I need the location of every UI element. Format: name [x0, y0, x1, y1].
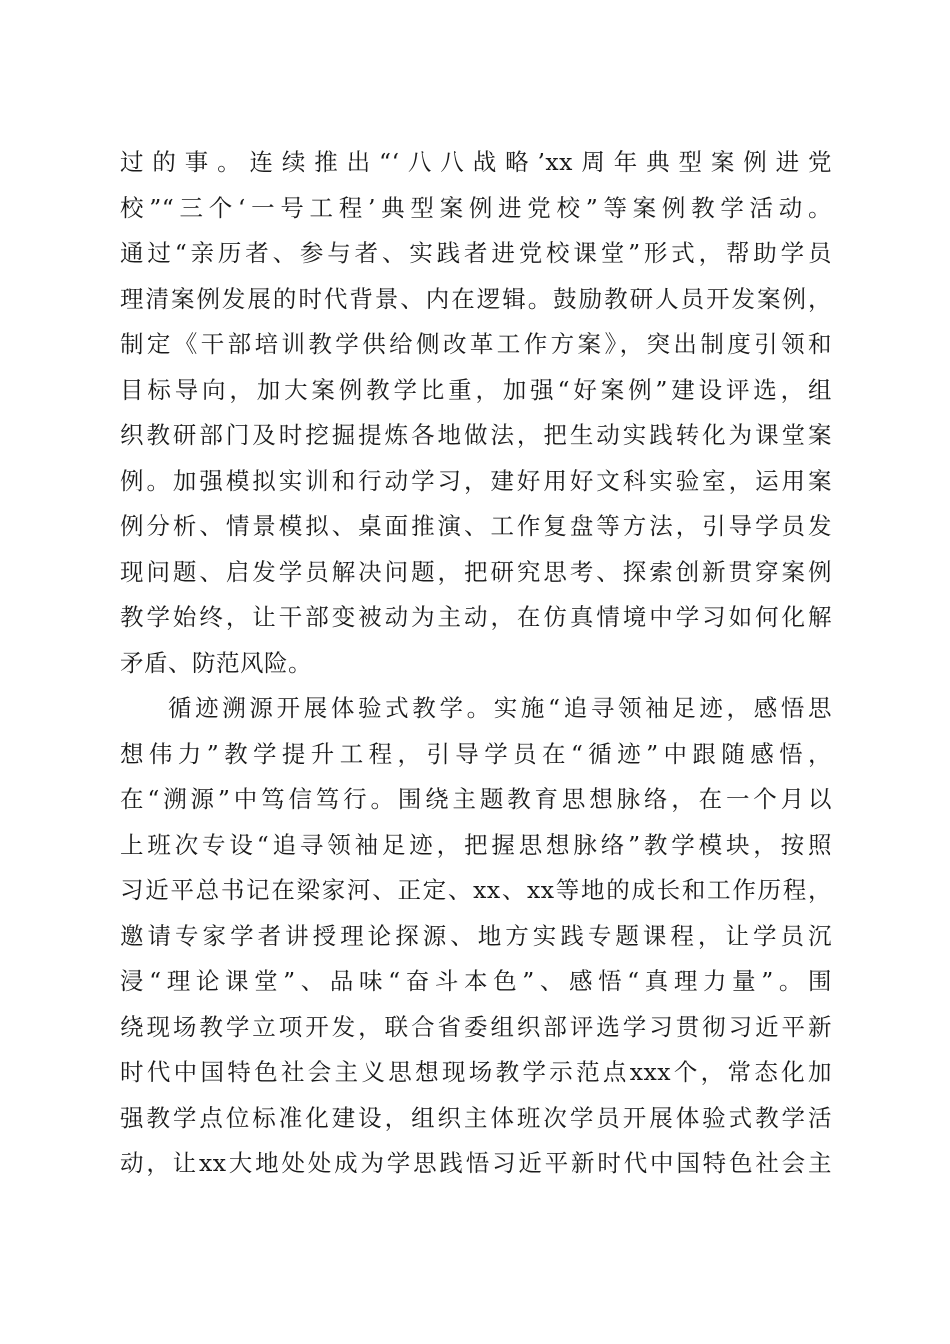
text-line: 习近平总书记在梁家河、正定、xx、xx等地的成长和工作历程， — [120, 876, 832, 904]
text-line: 通过“亲历者、参与者、实践者进党校课堂”形式，帮助学员 — [120, 239, 832, 267]
text-line: 例分析、情景模拟、桌面推演、工作复盘等方法，引导学员发 — [120, 512, 832, 540]
text-line: 强教学点位标准化建设，组织主体班次学员开展体验式教学活 — [120, 1103, 832, 1132]
paragraph-heading-line: 循迹溯源开展体验式教学。实施“追寻领袖足迹，感悟思 — [168, 694, 832, 722]
text-line: 校”“三个‘一号工程’典型案例进党校”等案例教学活动。 — [120, 193, 832, 222]
text-line: 动，让xx大地处处成为学思践悟习近平新时代中国特色社会主 — [120, 1149, 832, 1177]
text-line: 例。加强模拟实训和行动学习，建好用好文科实验室，运用案 — [120, 466, 832, 495]
text-line: 在“溯源”中笃信笃行。围绕主题教育思想脉络，在一个月以 — [120, 785, 832, 813]
text-line: 制定《干部培训教学供给侧改革工作方案》，突出制度引领和 — [120, 330, 832, 358]
text-line: 邀请专家学者讲授理论探源、地方实践专题课程，让学员沉 — [120, 921, 832, 950]
text-line: 绕现场教学立项开发，联合省委组织部评选学习贯彻习近平新 — [120, 1012, 832, 1041]
paragraph-experiential-teaching — [120, 686, 832, 1187]
text-line: 教学始终，让干部变被动为主动，在仿真情境中学习如何化解 — [120, 603, 832, 631]
text-line: 理清案例发展的时代背景、内在逻辑。鼓励教研人员开发案例， — [120, 284, 832, 313]
body-text — [120, 140, 832, 1187]
paragraph-case-teaching — [120, 140, 832, 686]
text-line: 想伟力”教学提升工程，引导学员在“循迹”中跟随感悟， — [120, 739, 832, 768]
text-line: 时代中国特色社会主义思想现场教学示范点xxx个，常态化加 — [120, 1058, 832, 1086]
text-line: 织教研部门及时挖掘提炼各地做法，把生动实践转化为课堂案 — [120, 421, 832, 449]
text-line: 上班次专设“追寻领袖足迹，把握思想脉络”教学模块，按照 — [120, 830, 832, 859]
text-line: 矛盾、防范风险。 — [120, 648, 312, 677]
text-line: 目标导向，加大案例教学比重，加强“好案例”建设评选，组 — [120, 375, 832, 404]
text-line: 现问题、启发学员解决问题，把研究思考、探索创新贯穿案例 — [120, 557, 832, 586]
text-line: 浸“理论课堂”、品味“奋斗本色”、感悟“真理力量”。围 — [120, 967, 832, 995]
text-line: 过的事。连续推出“‘八八战略’xx周年典型案例进党 — [120, 148, 832, 176]
